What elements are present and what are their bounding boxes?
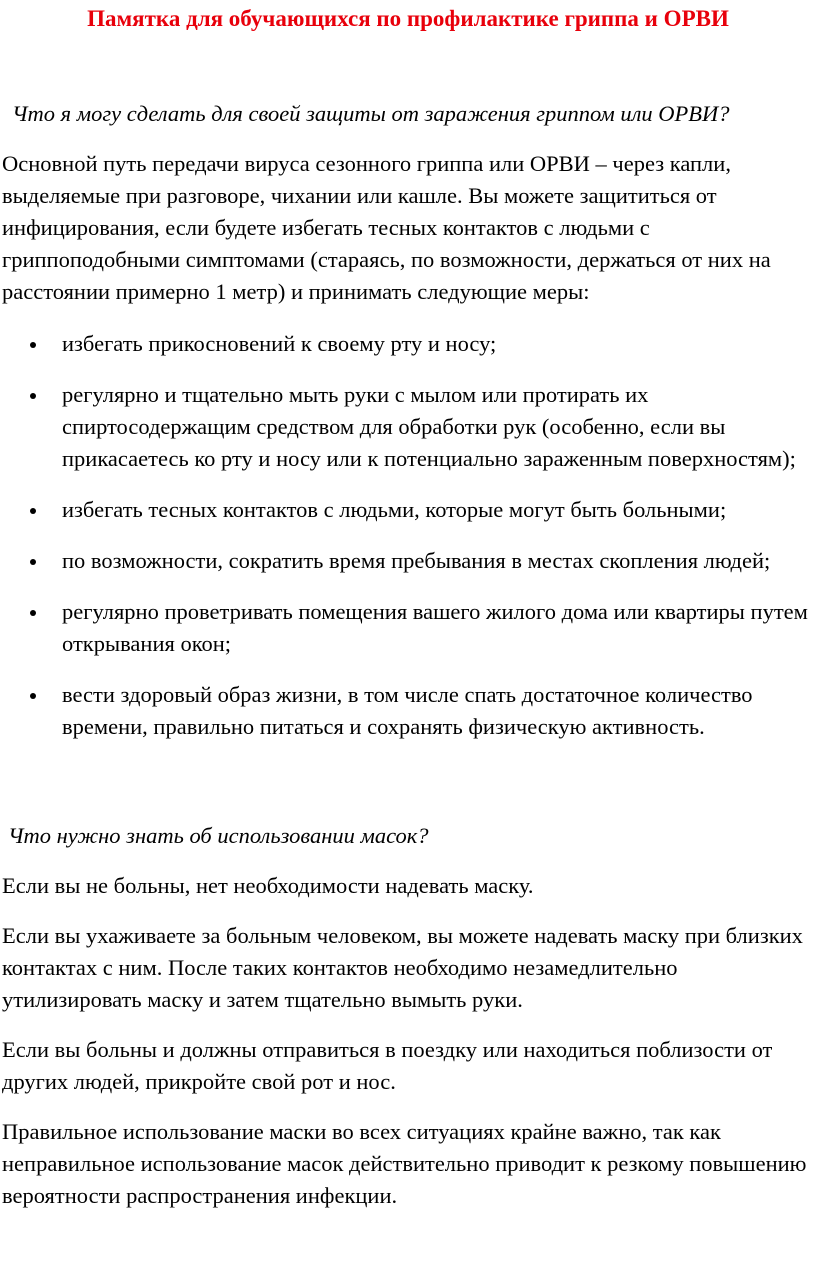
question-masks-heading: Что нужно знать об использовании масок? [8,823,429,848]
list-item [0,679,816,743]
list-item [0,328,816,360]
list-item [0,379,816,475]
mask-paragraph-3: Если вы больны и должны отправиться в поездку или находиться поблизости от других людей, прикройте свой рот и нос. [2,1037,773,1094]
list-item [0,545,816,577]
prevention-measures-list [0,328,816,743]
intro-paragraph: Основной путь передачи вируса сезонного гриппа или ОРВИ – через капли, выделяемые при разговоре, чихании или кашле. Вы можете защититься от инфицирования, если будете избегать тесных контактов с людьми с гриппоподобными симптомами (стараясь, по возможности, держаться от них на расстоянии примерно 1 метр) и принимать следующие меры: [2,151,771,304]
bullet-icon [30,693,36,699]
list-item-text: вести здоровый образ жизни, в том числе спать достаточное количество времени, правильно питаться и сохранять физическую активность. [62,682,753,739]
bullet-icon [30,559,36,565]
mask-paragraph-1: Если вы не больны, нет необходимости надевать маску. [2,873,534,898]
list-item-text: по возможности, сократить время пребывания в местах скопления людей; [62,548,771,573]
bullet-icon [30,508,36,514]
mask-paragraph-2: Если вы ухаживаете за больным человеком, вы можете надевать маску при близких контактах с ним. После таких контактов необходимо незамедлительно утилизировать маску и затем тщательно вымыть руки. [2,923,803,1012]
list-item-text: избегать тесных контактов с людьми, которые могут быть больными; [62,497,727,522]
mask-paragraph-4: Правильное использование маски во всех ситуациях крайне важно, так как неправильное использование масок действительно приводит к резкому повышению вероятности распространения инфекции. [2,1119,807,1208]
bullet-icon [30,342,36,348]
list-item [0,494,816,526]
list-item-text: регулярно проветривать помещения вашего жилого дома или квартиры путем открывания окон; [62,599,808,656]
bullet-icon [30,610,36,616]
bullet-icon [30,393,36,399]
list-item [0,596,816,660]
list-item-text: регулярно и тщательно мыть руки с мылом или протирать их спиртосодержащим средством для обработки рук (особенно, если вы прикасаетесь ко рту и носу или к потенциально зараженным поверхностям); [62,382,796,471]
question-protection-heading: Что я могу сделать для своей защиты от заражения гриппом или ОРВИ? [12,101,730,126]
list-item-text: избегать прикосновений к своему рту и носу; [62,331,497,356]
document-title: Памятка для обучающихся по профилактике гриппа и ОРВИ [87,6,729,31]
